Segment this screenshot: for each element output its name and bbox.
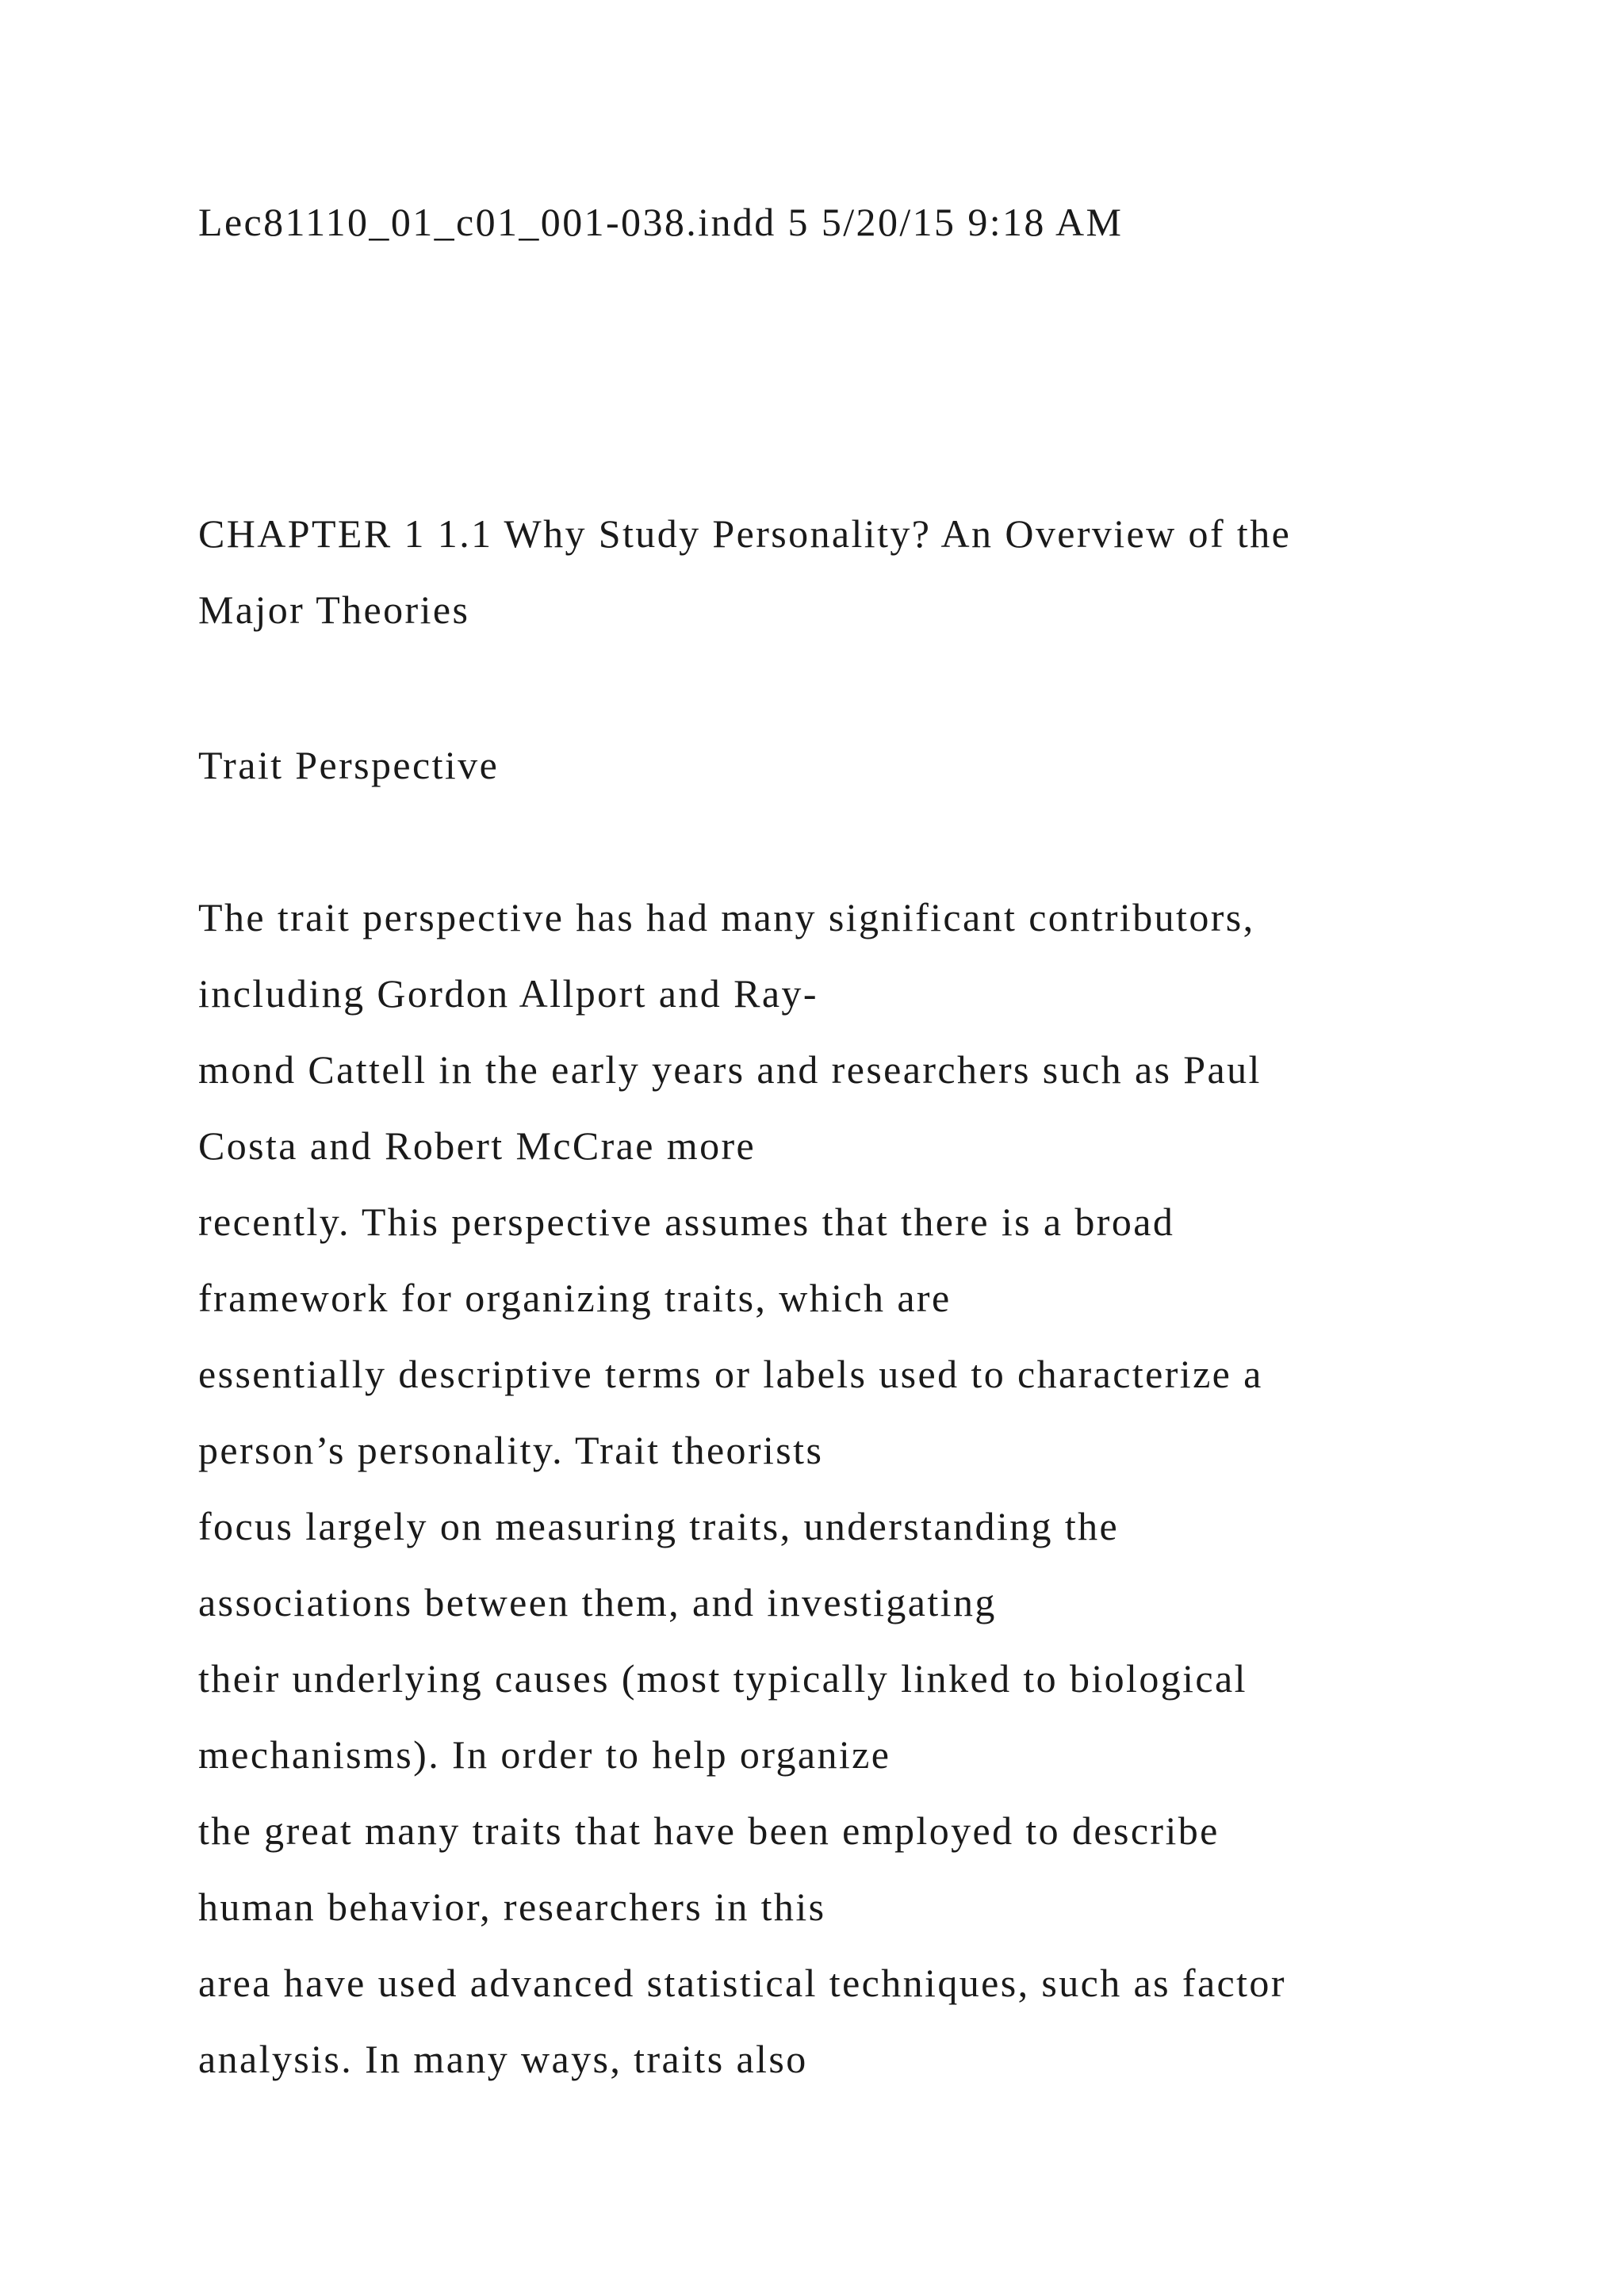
body-line-12: mechanisms). In order to help organize [198, 1732, 891, 1777]
body-line-1: The trait perspective has had many significant contributors, [198, 895, 1255, 939]
body-line-9: focus largely on measuring traits, understanding the [198, 1504, 1120, 1548]
body-line-5: recently. This perspective assumes that there is a broad [198, 1200, 1175, 1244]
chapter-heading-line-1: CHAPTER 1 1.1 Why Study Personality? An Overview of the [198, 511, 1292, 556]
body-line-2: including Gordon Allport and Ray- [198, 971, 818, 1016]
body-line-10: associations between them, and investigating [198, 1580, 997, 1624]
section-title: Trait Perspective [198, 743, 500, 787]
body-line-14: human behavior, researchers in this [198, 1885, 826, 1929]
file-info-line: Lec81110_01_c01_001-038.indd 5 5/20/15 9:18 AM [198, 200, 1124, 244]
body-line-6: framework for organizing traits, which are [198, 1276, 952, 1320]
chapter-heading-line-2: Major Theories [198, 587, 470, 632]
body-line-15: area have used advanced statistical techniques, such as factor [198, 1961, 1286, 2005]
body-line-4: Costa and Robert McCrae more [198, 1123, 756, 1168]
body-line-7: essentially descriptive terms or labels used to characterize a [198, 1352, 1263, 1396]
body-line-8: person’s personality. Trait theorists [198, 1428, 824, 1472]
body-line-13: the great many traits that have been employed to describe [198, 1808, 1220, 1853]
body-line-11: their underlying causes (most typically linked to biological [198, 1656, 1247, 1701]
body-line-16: analysis. In many ways, traits also [198, 2037, 808, 2081]
body-line-3: mond Cattell in the early years and researchers such as Paul [198, 1047, 1262, 1092]
